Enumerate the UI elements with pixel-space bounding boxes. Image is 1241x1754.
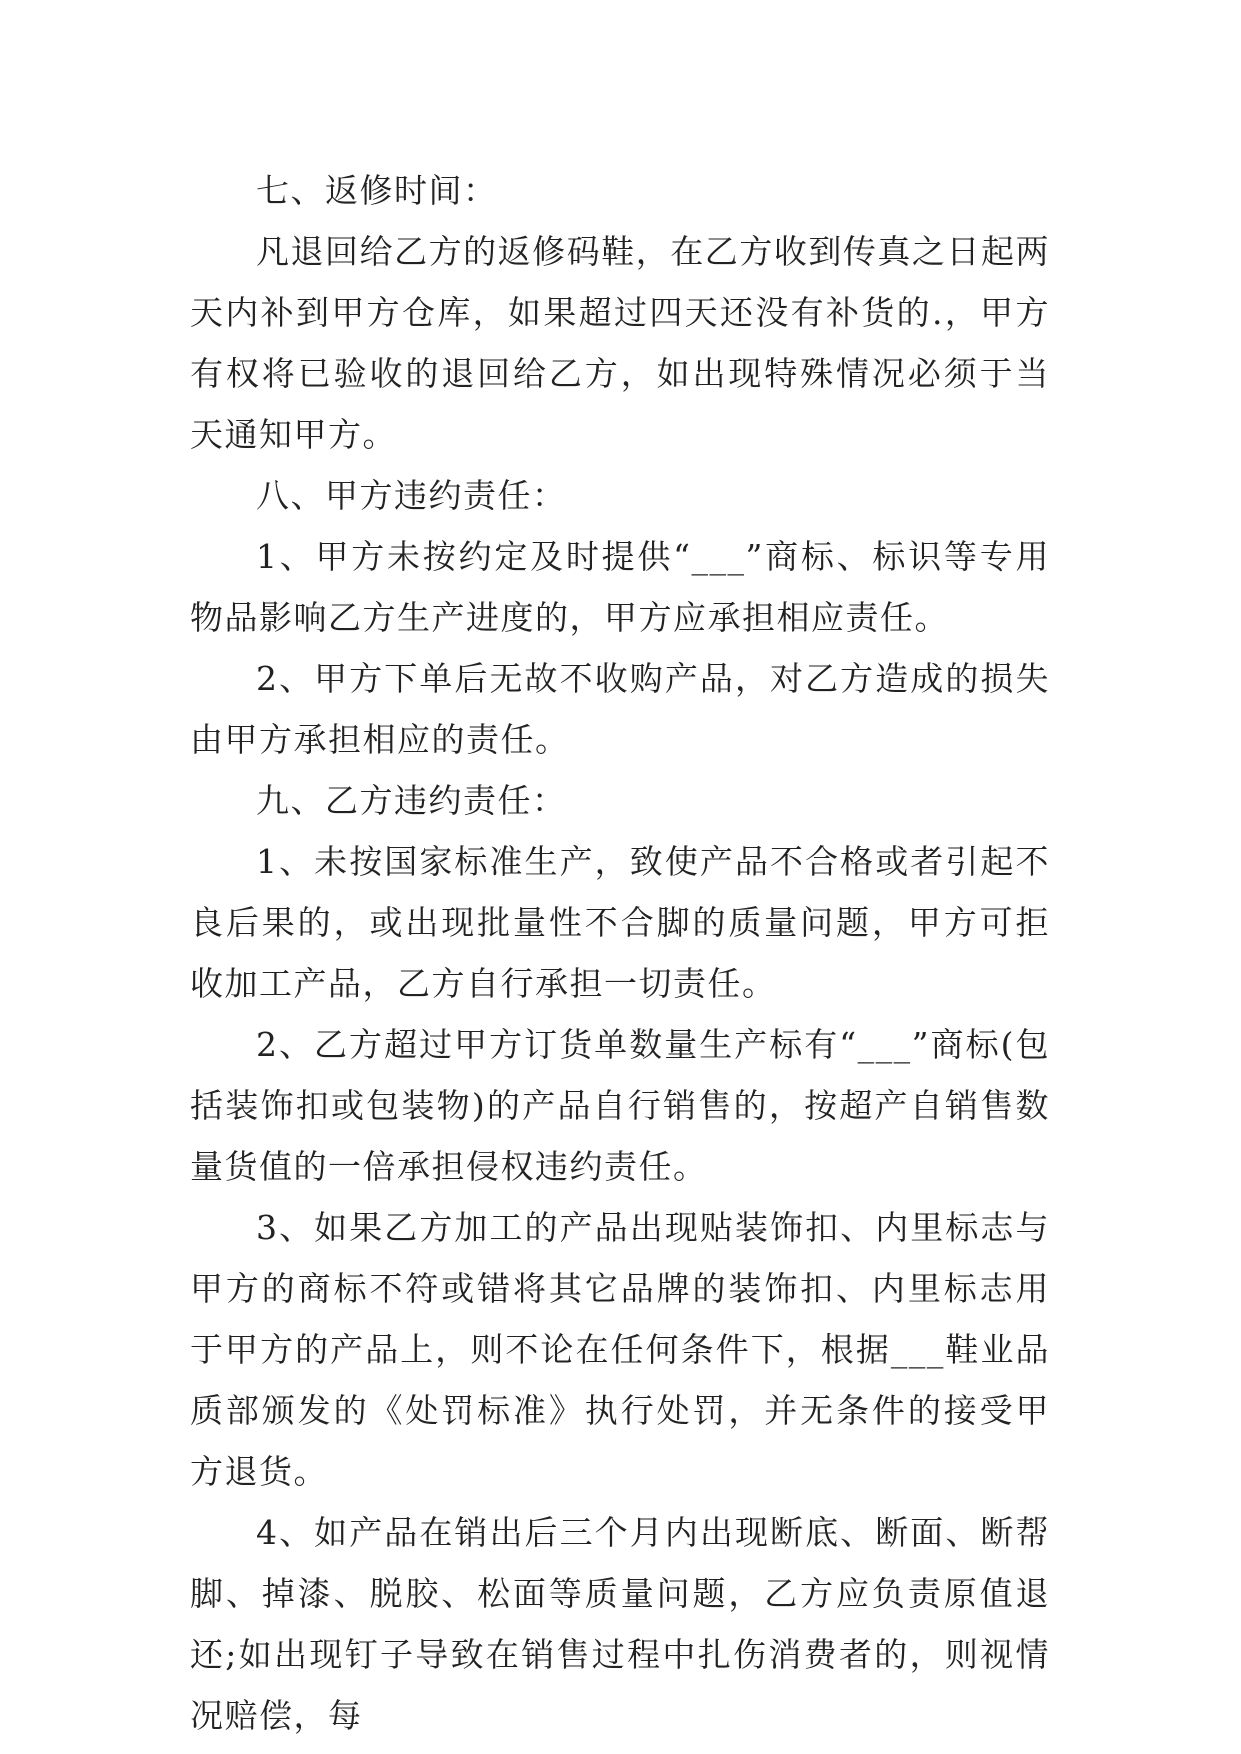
paragraph: 1、甲方未按约定及时提供“___”商标、标识等专用物品影响乙方生产进度的，甲方应承担相应责任。 [190,537,1050,637]
paragraph: 2、乙方超过甲方订货单数量生产标有“___”商标(包括装饰扣或包装物)的产品自行销售的，按超产自销售数量货值的一倍承担侵权违约责任。 [190,1025,1050,1186]
section-heading-8: 八、甲方违约责任： [256,476,567,515]
paragraph: 凡退回给乙方的返修码鞋，在乙方收到传真之日起两天内补到甲方仓库，如果超过四天还没有补货的.，甲方有权将已验收的退回给乙方，如出现特殊情况必须于当天通知甲方。 [190,232,1050,454]
paragraph: 1、未按国家标准生产，致使产品不合格或者引起不良后果的，或出现批量性不合脚的质量问题，甲方可拒收加工产品，乙方自行承担一切责任。 [190,842,1050,1003]
paragraph: 4、如产品在销出后三个月内出现断底、断面、断帮脚、掉漆、脱胶、松面等质量问题，乙方应负责原值退还;如出现钉子导致在销售过程中扎伤消费者的，则视情况赔偿，每 [190,1513,1050,1735]
paragraph: 3、如果乙方加工的产品出现贴装饰扣、内里标志与甲方的商标不符或错将其它品牌的装饰扣、内里标志用于甲方的产品上，则不论在任何条件下，根据___鞋业品质部颁发的《处罚标准》执行处罚，并无条件的接受甲方退货。 [190,1208,1050,1491]
document-body [190,160,1050,1746]
section-heading-9: 九、乙方违约责任： [256,781,567,820]
section-heading-7: 七、返修时间： [256,171,498,210]
paragraph: 2、甲方下单后无故不收购产品，对乙方造成的损失由甲方承担相应的责任。 [190,659,1050,759]
